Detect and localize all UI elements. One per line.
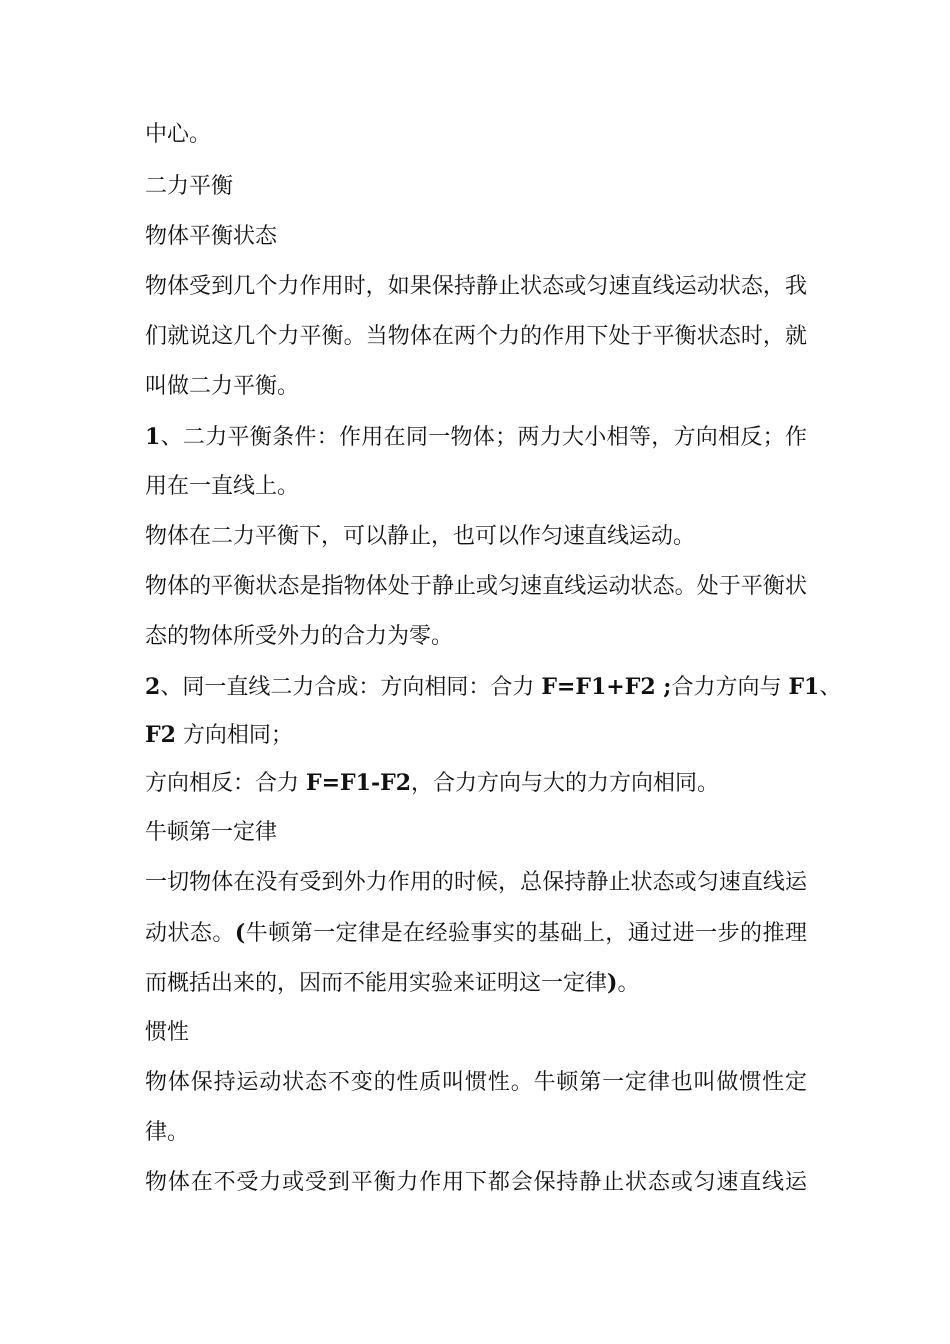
paragraph-line: 物体的平衡状态是指物体处于静止或匀速直线运动状态。处于平衡状 <box>145 574 807 599</box>
section-heading: 惯性 <box>145 1020 190 1045</box>
text-line: 中心。 <box>145 122 212 147</box>
paragraph-line: 1、二力平衡条件：作用在同一物体；两力大小相等，方向相反；作 <box>145 424 807 450</box>
paragraph-line: 一切物体在没有受到外力作用的时候，总保持静止状态或匀速直线运 <box>145 870 807 895</box>
paragraph-line: 态的物体所受外力的合力为零。 <box>145 624 454 649</box>
section-heading: 二力平衡 <box>145 174 234 199</box>
paragraph-line: 物体受到几个力作用时，如果保持静止状态或匀速直线运动状态，我 <box>145 274 807 299</box>
paragraph-line: 们就说这几个力平衡。当物体在两个力的作用下处于平衡状态时，就 <box>145 324 807 349</box>
paragraph-line: 方向相反：合力 F=F1-F2，合力方向与大的力方向相同。 <box>145 770 720 796</box>
paragraph-line: 物体在不受力或受到平衡力作用下都会保持静止状态或匀速直线运 <box>145 1170 807 1195</box>
paragraph-line: 物体保持运动状态不变的性质叫惯性。牛顿第一定律也叫做惯性定 <box>145 1070 807 1095</box>
paragraph-line: 而概括出来的，因而不能用实验来证明这一定律)。 <box>145 970 640 996</box>
paragraph-line: 用在一直线上。 <box>145 474 300 499</box>
subsection-heading: 物体平衡状态 <box>145 224 278 249</box>
paragraph-line: 2、同一直线二力合成：方向相同：合力 F=F1+F2 ;合力方向与 F1、 <box>145 674 842 700</box>
paragraph-line: 律。 <box>145 1120 190 1145</box>
paragraph-line: F2 方向相同； <box>145 722 293 748</box>
paragraph-line: 物体在二力平衡下，可以静止，也可以作匀速直线运动。 <box>145 524 696 549</box>
paragraph-line: 叫做二力平衡。 <box>145 374 300 399</box>
section-heading: 牛顿第一定律 <box>145 820 278 845</box>
paragraph-line: 动状态。(牛顿第一定律是在经验事实的基础上，通过进一步的推理 <box>145 920 807 946</box>
